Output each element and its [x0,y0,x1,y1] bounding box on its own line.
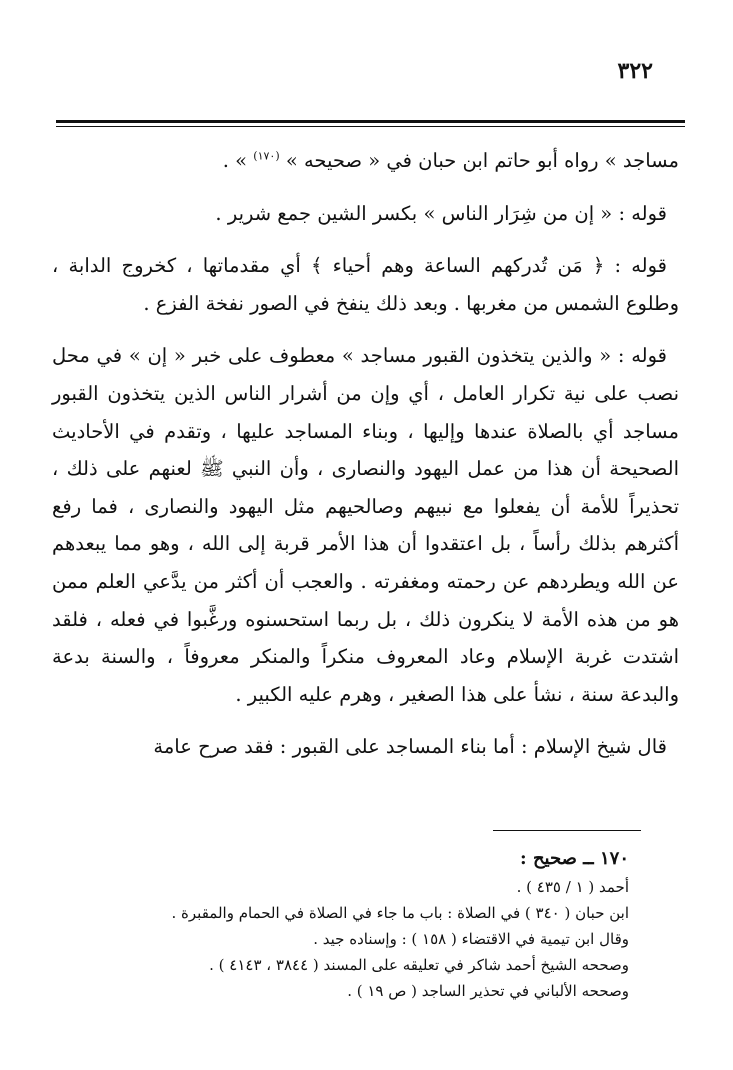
page-number: ٣٢٢ [617,58,653,84]
footnote-line: وصححه الشيخ أحمد شاكر في تعليقه على المسند ( ٣٨٤٤ ، ٤١٤٣ ) . [209,956,629,974]
paragraph: قوله : « والذين يتخذون القبور مساجد » معطوف على خبر « إن » في محل نصب على نية تكرار العامل ، أي وإن من أشرار الناس الذين يتخذون القبور مساجد أي بالصلاة عندها وإليها ، وبناء المساجد عليها ، وتقدم في الأحاديث الصحيحة أن هذا من عمل اليهود والنصارى ، وأن النبي ﷺ لعنهم على ذلك ، تحذيراً للأمة أن يفعلوا مع نبيهم وصالحيهم مثل اليهود والنصارى ، فما رفع أكثرهم بذلك رأساً ، بل اعتقدوا أن هذا الأمر قربة إلى الله ، وهو مما يبعدهم عن الله ويطردهم عن رحمته ومغفرته . والعجب أن أكثر من يدَّعي العلم ممن هو من هذه الأمة لا ينكرون ذلك ، بل ربما استحسنوه ورغَّبوا في فعله ، فلقد اشتدت غربة الإسلام وعاد المعروف منكراً والمنكر معروفاً ، والسنة بدعة والبدعة سنة ، نشأ على هذا الصغير ، وهرم عليه الكبير . [52,344,679,706]
header-rule-thin [56,126,685,127]
paragraph: قوله : ﴿ مَن تُدركهم الساعة وهم أحياء ﴾ أي مقدماتها ، كخروج الدابة ، وطلوع الشمس من مغربها . وبعد ذلك ينفخ في الصور نفخة الفزع . [52,254,679,315]
paragraph-continuation [52,142,679,180]
footnote-heading: ١٧٠ ــ صحيح : [520,848,629,869]
footnotes [60,846,629,1004]
footnote-line: أحمد ( ١ / ٤٣٥ ) . [516,878,629,896]
main-text [52,142,679,781]
footnote-divider [493,830,641,831]
paragraph: قال شيخ الإسلام : أما بناء المساجد على القبور : فقد صرح عامة [153,735,667,759]
footnote-reference[interactable]: (١٧٠) [253,149,280,163]
footnote-line: وقال ابن تيمية في الاقتضاء ( ١٥٨ ) : وإسناده جيد . [313,930,629,948]
paragraph-text: » . [222,149,254,172]
header-rule-thick [56,120,685,123]
footnote-line: وصححه الألباني في تحذير الساجد ( ص ١٩ ) . [347,982,629,1000]
footnote-line: ابن حبان ( ٣٤٠ ) في الصلاة : باب ما جاء في الصلاة في الحمام والمقبرة . [171,904,629,922]
paragraph-text: مساجد » رواه أبو حاتم ابن حبان في « صحيحه » [285,149,679,172]
paragraph: قوله : « إن من شِرَار الناس » بكسر الشين جمع شرير . [215,201,667,225]
